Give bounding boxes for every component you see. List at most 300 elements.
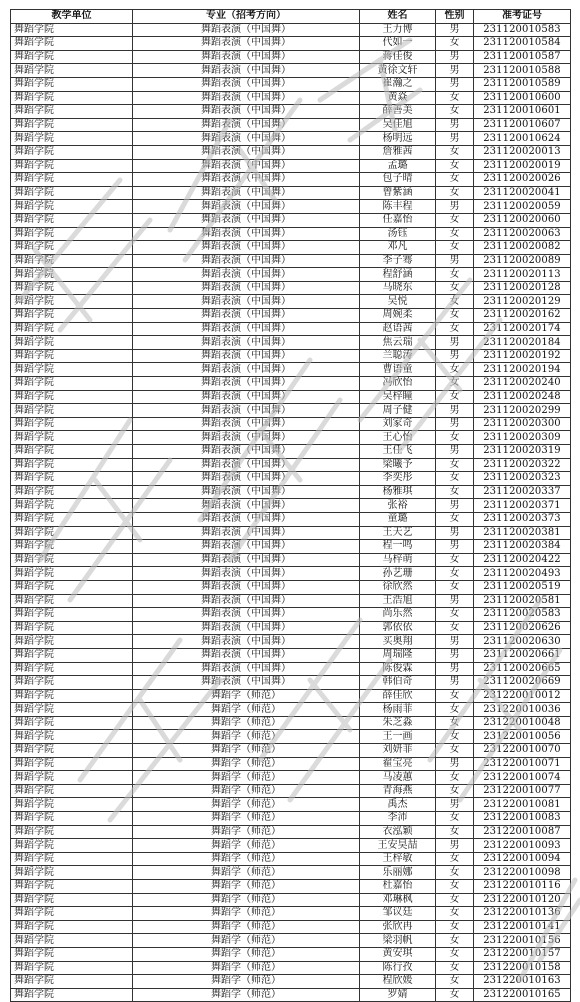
cell-major: 舞蹈学（师范） [133, 771, 360, 785]
cell-gender: 女 [436, 893, 474, 907]
table-row [11, 268, 571, 282]
cell-unit: 舞蹈学院 [11, 880, 133, 894]
cell-exam-id: 231120020323 [474, 472, 571, 486]
cell-name: 杨明远 [360, 132, 436, 146]
cell-exam-id: 231220010141 [474, 920, 571, 934]
table-row [11, 445, 571, 459]
cell-unit: 舞蹈学院 [11, 336, 133, 350]
table-row [11, 744, 571, 758]
cell-gender: 女 [436, 173, 474, 187]
cell-exam-id: 231120020299 [474, 404, 571, 418]
cell-gender: 男 [436, 64, 474, 78]
cell-name: 马晓东 [360, 281, 436, 295]
table-row [11, 947, 571, 961]
cell-unit: 舞蹈学院 [11, 580, 133, 594]
cell-gender: 女 [436, 512, 474, 526]
cell-unit: 舞蹈学院 [11, 512, 133, 526]
cell-exam-id: 231120020661 [474, 648, 571, 662]
table-row [11, 404, 571, 418]
cell-major: 舞蹈表演（中国舞） [133, 159, 360, 173]
cell-name: 杜嘉怡 [360, 880, 436, 894]
cell-gender: 男 [436, 540, 474, 554]
cell-name: 詹雅茜 [360, 145, 436, 159]
table-header-row [11, 10, 571, 24]
cell-exam-id: 231120020129 [474, 295, 571, 309]
cell-gender: 女 [436, 608, 474, 622]
header-name: 姓名 [360, 10, 436, 24]
cell-name: 韩伯奇 [360, 676, 436, 690]
cell-gender: 女 [436, 580, 474, 594]
cell-gender: 女 [436, 186, 474, 200]
table-row [11, 295, 571, 309]
cell-unit: 舞蹈学院 [11, 648, 133, 662]
cell-gender: 男 [436, 349, 474, 363]
cell-gender: 男 [436, 132, 474, 146]
cell-unit: 舞蹈学院 [11, 621, 133, 635]
table-row [11, 880, 571, 894]
table-row [11, 662, 571, 676]
cell-exam-id: 231120010600 [474, 91, 571, 105]
table-row [11, 975, 571, 989]
cell-major: 舞蹈表演（中国舞） [133, 309, 360, 323]
table-row [11, 934, 571, 948]
cell-major: 舞蹈表演（中国舞） [133, 567, 360, 581]
cell-exam-id: 231120020184 [474, 336, 571, 350]
cell-gender: 女 [436, 268, 474, 282]
cell-unit: 舞蹈学院 [11, 730, 133, 744]
table-row [11, 281, 571, 295]
cell-name: 王一画 [360, 730, 436, 744]
cell-exam-id: 231120020063 [474, 227, 571, 241]
cell-name: 刘家奇 [360, 417, 436, 431]
cell-exam-id: 231120020630 [474, 635, 571, 649]
cell-name: 孙艺珊 [360, 567, 436, 581]
cell-unit: 舞蹈学院 [11, 200, 133, 214]
cell-major: 舞蹈表演（中国舞） [133, 213, 360, 227]
cell-name: 薛佳欣 [360, 689, 436, 703]
table-row [11, 241, 571, 255]
table-row [11, 907, 571, 921]
cell-exam-id: 231120020626 [474, 621, 571, 635]
cell-gender: 男 [436, 662, 474, 676]
cell-major: 舞蹈表演（中国舞） [133, 417, 360, 431]
cell-unit: 舞蹈学院 [11, 798, 133, 812]
table-row [11, 866, 571, 880]
cell-major: 舞蹈学（师范） [133, 852, 360, 866]
cell-gender: 女 [436, 880, 474, 894]
cell-major: 舞蹈学（师范） [133, 703, 360, 717]
cell-name: 陈丰程 [360, 200, 436, 214]
cell-unit: 舞蹈学院 [11, 540, 133, 554]
cell-unit: 舞蹈学院 [11, 91, 133, 105]
table-row [11, 540, 571, 554]
cell-exam-id: 231120020422 [474, 553, 571, 567]
cell-major: 舞蹈表演（中国舞） [133, 445, 360, 459]
cell-gender: 男 [436, 798, 474, 812]
cell-gender: 女 [436, 975, 474, 989]
cell-major: 舞蹈表演（中国舞） [133, 635, 360, 649]
cell-exam-id: 231120020019 [474, 159, 571, 173]
table-row [11, 689, 571, 703]
cell-exam-id: 231120020059 [474, 200, 571, 214]
cell-major: 舞蹈学（师范） [133, 744, 360, 758]
cell-name: 童璐 [360, 512, 436, 526]
cell-exam-id: 231120020583 [474, 608, 571, 622]
table-row [11, 703, 571, 717]
cell-name: 买奥翔 [360, 635, 436, 649]
cell-major: 舞蹈表演（中国舞） [133, 363, 360, 377]
cell-unit: 舞蹈学院 [11, 159, 133, 173]
cell-name: 陈俊霖 [360, 662, 436, 676]
table-row [11, 132, 571, 146]
cell-exam-id: 231120020041 [474, 186, 571, 200]
cell-gender: 女 [436, 825, 474, 839]
cell-exam-id: 231120020581 [474, 594, 571, 608]
cell-major: 舞蹈表演（中国舞） [133, 241, 360, 255]
cell-name: 薛善美 [360, 105, 436, 119]
cell-exam-id: 231120020337 [474, 485, 571, 499]
table-row [11, 322, 571, 336]
cell-name: 徐欣然 [360, 580, 436, 594]
admission-table [10, 9, 571, 1002]
cell-unit: 舞蹈学院 [11, 716, 133, 730]
cell-gender: 男 [436, 757, 474, 771]
cell-gender: 女 [436, 744, 474, 758]
cell-unit: 舞蹈学院 [11, 281, 133, 295]
cell-major: 舞蹈学（师范） [133, 730, 360, 744]
table-row [11, 472, 571, 486]
cell-gender: 女 [436, 771, 474, 785]
cell-unit: 舞蹈学院 [11, 866, 133, 880]
cell-gender: 女 [436, 295, 474, 309]
table-row [11, 363, 571, 377]
table-row [11, 676, 571, 690]
cell-major: 舞蹈表演（中国舞） [133, 322, 360, 336]
cell-major: 舞蹈学（师范） [133, 812, 360, 826]
cell-major: 舞蹈表演（中国舞） [133, 390, 360, 404]
cell-exam-id: 231120020162 [474, 309, 571, 323]
cell-gender: 女 [436, 37, 474, 51]
cell-unit: 舞蹈学院 [11, 594, 133, 608]
cell-gender: 女 [436, 390, 474, 404]
cell-name: 邓琳枫 [360, 893, 436, 907]
cell-name: 邓凡 [360, 241, 436, 255]
cell-major: 舞蹈表演（中国舞） [133, 377, 360, 391]
cell-major: 舞蹈表演（中国舞） [133, 540, 360, 554]
cell-gender: 女 [436, 241, 474, 255]
cell-exam-id: 231120010589 [474, 77, 571, 91]
cell-major: 舞蹈表演（中国舞） [133, 268, 360, 282]
cell-exam-id: 231220010093 [474, 839, 571, 853]
cell-unit: 舞蹈学院 [11, 771, 133, 785]
cell-name: 李奕彤 [360, 472, 436, 486]
cell-exam-id: 231220010012 [474, 689, 571, 703]
cell-gender: 男 [436, 50, 474, 64]
cell-unit: 舞蹈学院 [11, 608, 133, 622]
cell-major: 舞蹈表演（中国舞） [133, 458, 360, 472]
table-row [11, 920, 571, 934]
cell-name: 包子晴 [360, 173, 436, 187]
cell-exam-id: 231220010120 [474, 893, 571, 907]
cell-name: 李子骞 [360, 254, 436, 268]
cell-name: 周瑞隆 [360, 648, 436, 662]
cell-exam-id: 231220010094 [474, 852, 571, 866]
cell-unit: 舞蹈学院 [11, 744, 133, 758]
cell-name: 兰聪涛 [360, 349, 436, 363]
table-row [11, 648, 571, 662]
cell-exam-id: 231120010587 [474, 50, 571, 64]
cell-gender: 女 [436, 852, 474, 866]
cell-unit: 舞蹈学院 [11, 173, 133, 187]
cell-unit: 舞蹈学院 [11, 309, 133, 323]
cell-exam-id: 231120010584 [474, 37, 571, 51]
cell-major: 舞蹈表演（中国舞） [133, 431, 360, 445]
cell-gender: 男 [436, 336, 474, 350]
cell-exam-id: 231220010165 [474, 988, 571, 1002]
cell-exam-id: 231120010607 [474, 118, 571, 132]
cell-unit: 舞蹈学院 [11, 23, 133, 37]
cell-unit: 舞蹈学院 [11, 118, 133, 132]
cell-major: 舞蹈表演（中国舞） [133, 64, 360, 78]
cell-name: 程欣媛 [360, 975, 436, 989]
cell-major: 舞蹈表演（中国舞） [133, 662, 360, 676]
cell-exam-id: 231120020026 [474, 173, 571, 187]
cell-name: 乐丽娜 [360, 866, 436, 880]
table-row [11, 730, 571, 744]
table-row [11, 621, 571, 635]
cell-major: 舞蹈表演（中国舞） [133, 594, 360, 608]
cell-gender: 男 [436, 77, 474, 91]
cell-gender: 女 [436, 91, 474, 105]
cell-name: 尚乐然 [360, 608, 436, 622]
cell-gender: 女 [436, 431, 474, 445]
table-row [11, 91, 571, 105]
cell-major: 舞蹈表演（中国舞） [133, 553, 360, 567]
cell-name: 王天艺 [360, 526, 436, 540]
cell-gender: 女 [436, 227, 474, 241]
table-row [11, 64, 571, 78]
cell-exam-id: 231120020669 [474, 676, 571, 690]
cell-exam-id: 231220010087 [474, 825, 571, 839]
cell-exam-id: 231120020371 [474, 499, 571, 513]
table-body [11, 23, 571, 1002]
cell-gender: 女 [436, 553, 474, 567]
cell-exam-id: 231120020322 [474, 458, 571, 472]
cell-major: 舞蹈表演（中国舞） [133, 499, 360, 513]
cell-name: 曹语童 [360, 363, 436, 377]
table-row [11, 431, 571, 445]
cell-exam-id: 231220010136 [474, 907, 571, 921]
cell-exam-id: 231120020519 [474, 580, 571, 594]
table-row [11, 50, 571, 64]
cell-gender: 女 [436, 322, 474, 336]
cell-unit: 舞蹈学院 [11, 295, 133, 309]
cell-major: 舞蹈学（师范） [133, 893, 360, 907]
cell-exam-id: 231120020248 [474, 390, 571, 404]
cell-name: 罗婧 [360, 988, 436, 1002]
cell-major: 舞蹈学（师范） [133, 716, 360, 730]
cell-major: 舞蹈学（师范） [133, 757, 360, 771]
cell-unit: 舞蹈学院 [11, 526, 133, 540]
cell-major: 舞蹈表演（中国舞） [133, 608, 360, 622]
cell-unit: 舞蹈学院 [11, 322, 133, 336]
cell-gender: 女 [436, 812, 474, 826]
cell-unit: 舞蹈学院 [11, 241, 133, 255]
cell-name: 崔瀚之 [360, 77, 436, 91]
cell-major: 舞蹈表演（中国舞） [133, 132, 360, 146]
cell-exam-id: 231120020113 [474, 268, 571, 282]
cell-name: 梁羽帆 [360, 934, 436, 948]
cell-name: 王安昊喆 [360, 839, 436, 853]
table-row [11, 309, 571, 323]
cell-name: 周子健 [360, 404, 436, 418]
cell-exam-id: 231220010056 [474, 730, 571, 744]
cell-gender: 男 [436, 648, 474, 662]
table-row [11, 839, 571, 853]
table-row [11, 254, 571, 268]
table-row [11, 757, 571, 771]
cell-gender: 女 [436, 458, 474, 472]
cell-unit: 舞蹈学院 [11, 567, 133, 581]
cell-name: 马凌蕙 [360, 771, 436, 785]
cell-name: 程舒涵 [360, 268, 436, 282]
cell-name: 吴梓瞳 [360, 390, 436, 404]
cell-unit: 舞蹈学院 [11, 445, 133, 459]
cell-gender: 男 [436, 445, 474, 459]
cell-name: 王浩旭 [360, 594, 436, 608]
cell-major: 舞蹈表演（中国舞） [133, 200, 360, 214]
cell-gender: 男 [436, 594, 474, 608]
cell-major: 舞蹈表演（中国舞） [133, 227, 360, 241]
cell-exam-id: 231120020192 [474, 349, 571, 363]
table-row [11, 159, 571, 173]
cell-name: 衣泓颖 [360, 825, 436, 839]
cell-name: 杨雨菲 [360, 703, 436, 717]
cell-name: 梁曦予 [360, 458, 436, 472]
cell-major: 舞蹈表演（中国舞） [133, 295, 360, 309]
cell-major: 舞蹈表演（中国舞） [133, 118, 360, 132]
cell-name: 周婉柔 [360, 309, 436, 323]
table-row [11, 23, 571, 37]
cell-major: 舞蹈学（师范） [133, 866, 360, 880]
cell-gender: 男 [436, 839, 474, 853]
cell-gender: 男 [436, 635, 474, 649]
header-exam-id: 准考证号 [474, 10, 571, 24]
cell-unit: 舞蹈学院 [11, 662, 133, 676]
cell-major: 舞蹈表演（中国舞） [133, 404, 360, 418]
cell-name: 邹议廷 [360, 907, 436, 921]
cell-name: 李沛 [360, 812, 436, 826]
table-row [11, 336, 571, 350]
table-row [11, 227, 571, 241]
cell-exam-id: 231120020384 [474, 540, 571, 554]
cell-major: 舞蹈学（师范） [133, 839, 360, 853]
table-row [11, 852, 571, 866]
cell-gender: 女 [436, 159, 474, 173]
cell-unit: 舞蹈学院 [11, 852, 133, 866]
cell-major: 舞蹈表演（中国舞） [133, 676, 360, 690]
cell-major: 舞蹈学（师范） [133, 988, 360, 1002]
cell-gender: 女 [436, 907, 474, 921]
cell-major: 舞蹈学（师范） [133, 947, 360, 961]
cell-gender: 男 [436, 676, 474, 690]
cell-name: 王梓敏 [360, 852, 436, 866]
cell-exam-id: 231120020381 [474, 526, 571, 540]
cell-gender: 女 [436, 621, 474, 635]
cell-major: 舞蹈表演（中国舞） [133, 105, 360, 119]
cell-name: 刘妍菲 [360, 744, 436, 758]
cell-major: 舞蹈表演（中国舞） [133, 349, 360, 363]
table-row [11, 526, 571, 540]
cell-exam-id: 231120010588 [474, 64, 571, 78]
cell-unit: 舞蹈学院 [11, 757, 133, 771]
cell-gender: 女 [436, 309, 474, 323]
cell-major: 舞蹈表演（中国舞） [133, 526, 360, 540]
cell-gender: 男 [436, 526, 474, 540]
cell-gender: 女 [436, 145, 474, 159]
table-row [11, 798, 571, 812]
cell-major: 舞蹈学（师范） [133, 920, 360, 934]
cell-name: 翟宝亮 [360, 757, 436, 771]
cell-gender: 女 [436, 961, 474, 975]
cell-unit: 舞蹈学院 [11, 893, 133, 907]
cell-unit: 舞蹈学院 [11, 431, 133, 445]
cell-exam-id: 231120020493 [474, 567, 571, 581]
table-row [11, 716, 571, 730]
table-row [11, 553, 571, 567]
cell-name: 杨雅琪 [360, 485, 436, 499]
cell-unit: 舞蹈学院 [11, 145, 133, 159]
cell-gender: 女 [436, 730, 474, 744]
cell-exam-id: 231120020300 [474, 417, 571, 431]
cell-major: 舞蹈表演（中国舞） [133, 23, 360, 37]
cell-unit: 舞蹈学院 [11, 132, 133, 146]
cell-name: 马梓萌 [360, 553, 436, 567]
cell-name: 王心怡 [360, 431, 436, 445]
cell-unit: 舞蹈学院 [11, 784, 133, 798]
cell-unit: 舞蹈学院 [11, 485, 133, 499]
cell-unit: 舞蹈学院 [11, 934, 133, 948]
cell-unit: 舞蹈学院 [11, 472, 133, 486]
table-row [11, 893, 571, 907]
cell-name: 朱芝淼 [360, 716, 436, 730]
table-row [11, 186, 571, 200]
cell-unit: 舞蹈学院 [11, 268, 133, 282]
cell-unit: 舞蹈学院 [11, 254, 133, 268]
cell-major: 舞蹈表演（中国舞） [133, 186, 360, 200]
cell-name: 王任飞 [360, 445, 436, 459]
cell-unit: 舞蹈学院 [11, 213, 133, 227]
cell-major: 舞蹈表演（中国舞） [133, 512, 360, 526]
cell-gender: 男 [436, 200, 474, 214]
table-row [11, 458, 571, 472]
cell-name: 赵语茜 [360, 322, 436, 336]
cell-unit: 舞蹈学院 [11, 363, 133, 377]
cell-exam-id: 231120010601 [474, 105, 571, 119]
table-row [11, 485, 571, 499]
cell-gender: 女 [436, 105, 474, 119]
cell-unit: 舞蹈学院 [11, 812, 133, 826]
cell-gender: 女 [436, 784, 474, 798]
cell-unit: 舞蹈学院 [11, 50, 133, 64]
cell-exam-id: 231120020665 [474, 662, 571, 676]
cell-exam-id: 231120010583 [474, 23, 571, 37]
cell-gender: 女 [436, 377, 474, 391]
cell-gender: 女 [436, 281, 474, 295]
cell-major: 舞蹈学（师范） [133, 784, 360, 798]
cell-name: 黄焱 [360, 91, 436, 105]
cell-gender: 女 [436, 472, 474, 486]
